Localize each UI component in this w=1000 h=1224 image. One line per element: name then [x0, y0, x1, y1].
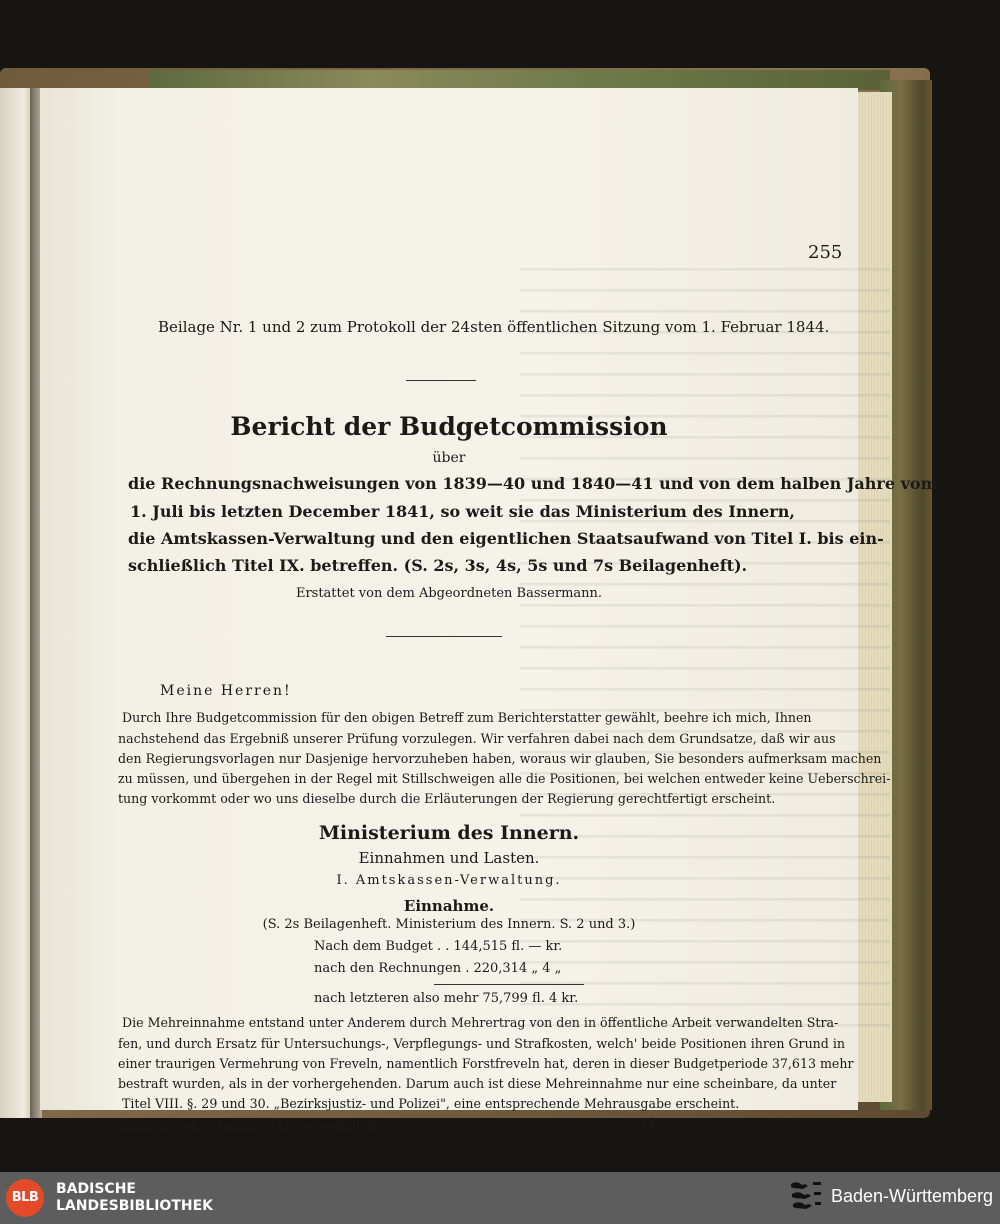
left-page-edge	[0, 88, 34, 1118]
footer-bar	[0, 1172, 1000, 1224]
header-rule	[406, 380, 476, 381]
blb-name-line1: BADISCHE	[56, 1181, 136, 1197]
section-rule	[386, 636, 502, 637]
sum-rule	[434, 984, 584, 985]
intro-line: nachstehend das Ergebniß unserer Prüfung vorzulegen. Wir verfahren dabei nach dem Grundsatze, daß wir aus	[118, 731, 836, 746]
blb-name[interactable]	[56, 1181, 213, 1215]
subtitle-line: schließlich Titel IX. betreffen. (S. 2s, 3s, 4s, 5s und 7s Beilagenheft).	[128, 556, 748, 575]
salutation: Meine Herren!	[160, 683, 292, 699]
blb-logo-icon[interactable]: BLB	[6, 1179, 44, 1217]
intro-line: zu müssen, und übergehen in der Regel mit Stillschweigen alle die Positionen, bei welchen entweder keine Ueberschrei-	[118, 771, 891, 786]
book-cover-top-edge	[150, 70, 890, 90]
intro-line: den Regierungsvorlagen nur Dasjenige hervorzuheben haben, woraus wir glauben, Sie besonders aufmerksam machen	[118, 751, 882, 766]
erstattet-line: Erstattet von dem Abgeordneten Bassermann.	[295, 586, 603, 601]
paragraph-line: bestraft wurden, als in der vorhergehenden. Darum auch ist diese Mehreinnahme nur eine scheinbare, da unter	[118, 1076, 837, 1091]
budget-line: Nach dem Budget . . 144,515 fl. — kr.	[314, 939, 563, 954]
paragraph-line: Titel VIII. §. 29 und 30. „Bezirksjustiz- und Polizei", eine entsprechende Mehrausgabe erscheint.	[122, 1096, 740, 1111]
section-heading: I. Amtskassen-Verwaltung.	[336, 873, 562, 888]
einnahme-heading: Einnahme.	[403, 897, 495, 915]
beilage-header: Beilage Nr. 1 und 2 zum Protokoll der 24sten öffentlichen Sitzung vom 1. Februar 1844.	[158, 318, 830, 336]
total-line: nach letzteren also mehr 75,799 fl. 4 kr.	[314, 991, 579, 1006]
subtitle-line: die Amtskassen-Verwaltung und den eigentlichen Staatsaufwand von Titel I. bis ein-	[128, 529, 884, 548]
intro-line: Durch Ihre Budgetcommission für den obigen Betreff zum Berichterstatter gewählt, beehre ich mich, Ihnen	[122, 710, 812, 725]
bw-coat-of-arms-icon[interactable]	[789, 1180, 823, 1216]
title-ueber: über	[432, 450, 466, 466]
document-page	[40, 88, 938, 1133]
reference-line: (S. 2s Beilagenheft. Ministerium des Innern. S. 2 und 3.)	[262, 917, 636, 932]
einnahmen-lasten-heading: Einnahmen und Lasten.	[358, 849, 540, 867]
rechnungen-line: nach den Rechnungen . 220,314 „ 4 „	[314, 961, 562, 976]
ministry-heading: Ministerium des Innern.	[318, 822, 580, 844]
footer-page-number: 44	[638, 1116, 656, 1132]
bw-label[interactable]: Baden-Württemberg	[831, 1186, 994, 1206]
paragraph-line: Die Mehreinnahme entstand unter Anderem durch Mehrertrag von den in öffentliche Arbeit verwandelten Stra-	[122, 1015, 839, 1030]
page-title: Bericht der Budgetcommission	[230, 412, 668, 441]
paragraph-line: fen, und durch Ersatz für Untersuchungs-, Verpflegungs- und Strafkosten, welch' beide Positionen ihren Grund in	[118, 1036, 845, 1051]
paragraph-line: einer traurigen Vermehrung von Freveln, namentlich Forstfreveln hat, deren in dieser Budgetperiode 37,613 mehr	[118, 1056, 854, 1071]
subtitle-line: 1. Juli bis letzten December 1841, so weit sie das Ministerium des Innern,	[130, 502, 795, 521]
subtitle-line: die Rechnungsnachweisungen von 1839—40 und 1840—41 und von dem halben Jahre vom	[128, 474, 938, 493]
footer-left: Verhandlungen d. 2. Kammer 1843.44. 8s Beilghft.	[102, 1120, 386, 1133]
intro-line: tung vorkommt oder wo uns dieselbe durch die Erläuterungen der Regierung gerechtfertigt erscheint.	[118, 791, 776, 806]
blb-name-line2: LANDESBIBLIOTHEK	[56, 1198, 214, 1214]
page-number: 255	[808, 242, 843, 263]
